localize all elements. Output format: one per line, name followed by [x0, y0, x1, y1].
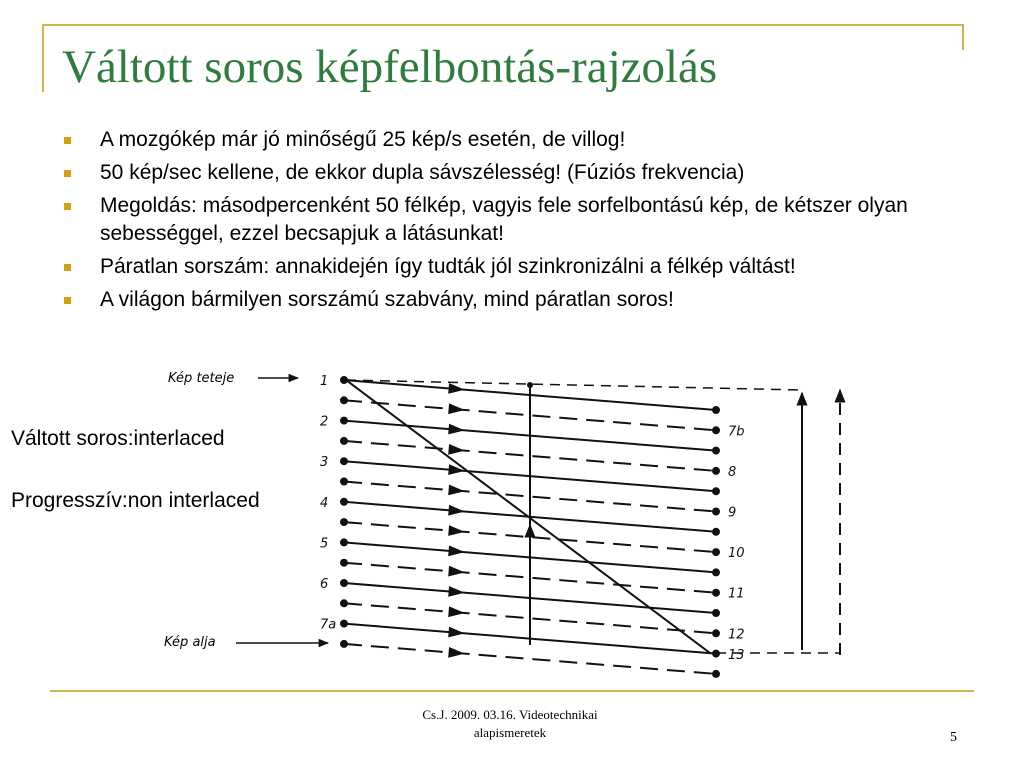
bullet-item: [62, 159, 972, 187]
title-frame-left: [42, 24, 44, 92]
right-line-number: 10: [728, 546, 745, 562]
bullet-item: [62, 253, 972, 281]
line-start-dot: [341, 397, 347, 403]
bullet-item: [62, 192, 972, 248]
scan-direction-arrow: [449, 567, 462, 576]
left-line-number: 5: [320, 536, 329, 552]
line-end-dot: [713, 509, 719, 515]
scan-direction-arrow: [449, 648, 462, 657]
retrace-top-dot: [527, 382, 533, 388]
line-end-dot: [713, 671, 719, 677]
scan-direction-arrow: [449, 466, 462, 475]
scan-direction-arrow: [449, 385, 462, 394]
line-end-dot: [713, 448, 719, 454]
footer-text: [380, 706, 640, 742]
line-start-dot: [341, 499, 347, 505]
slide-title: Váltott soros képfelbontás-rajzolás: [62, 41, 718, 93]
right-line-number: 11: [728, 586, 745, 602]
line-end-dot: [713, 549, 719, 555]
footer-divider: [50, 690, 974, 692]
line-start-dot: [341, 600, 347, 606]
footer-line-1: Cs.J. 2009. 03.16. Videotechnikai: [422, 707, 598, 722]
scan-direction-arrow: [449, 445, 462, 454]
line-start-dot: [341, 418, 347, 424]
line-end-dot: [713, 590, 719, 596]
scan-direction-arrow: [449, 486, 462, 495]
bullet-text: A mozgókép már jó minőségű 25 kép/s esetén, de villog!: [100, 128, 626, 151]
line-end-dot: [713, 427, 719, 433]
bullet-text: Megoldás: másodpercenként 50 félkép, vagyis fele sorfelbontású kép, de kétszer olyan sebességgel, ezzel becsapjuk a látásunkat!: [100, 194, 908, 245]
bullet-text: Páratlan sorszám: annakidején így tudták jól szinkronizálni a félkép váltást!: [100, 255, 796, 278]
bullet-text: 50 kép/sec kellene, de ekkor dupla sávszélesség! (Fúziós frekvencia): [100, 161, 745, 184]
right-line-number: 9: [728, 505, 737, 521]
interlaced-label: Váltott soros:interlaced: [11, 427, 225, 450]
square-bullet-icon: [64, 203, 71, 210]
line-start-dot: [341, 641, 347, 647]
diagonal-scan-line: [346, 380, 710, 653]
scan-direction-arrow: [449, 588, 462, 597]
scan-direction-arrow: [449, 628, 462, 637]
scan-direction-arrow: [449, 506, 462, 515]
left-line-number: 6: [320, 577, 329, 592]
line-start-dot: [341, 458, 347, 464]
left-line-number: 4: [320, 495, 329, 511]
right-line-number: 13: [728, 648, 745, 663]
right-line-number: 7b: [728, 424, 745, 440]
line-start-dot: [341, 621, 347, 627]
interlace-scan-diagram: [150, 355, 870, 685]
scan-direction-arrow: [449, 608, 462, 617]
page-number: 5: [950, 730, 957, 745]
square-bullet-icon: [64, 137, 71, 144]
line-start-dot: [341, 519, 347, 525]
line-end-dot: [713, 630, 719, 636]
left-line-number: 7a: [320, 617, 337, 633]
square-bullet-icon: [64, 297, 71, 304]
title-frame-top: [42, 24, 964, 26]
bullet-text: A világon bármilyen sorszámú szabvány, mind páratlan soros!: [100, 288, 674, 311]
right-line-number: 8: [728, 464, 737, 480]
line-end-dot: [713, 468, 719, 474]
left-line-number: 2: [320, 414, 329, 430]
scan-direction-arrow: [449, 425, 462, 434]
square-bullet-icon: [64, 170, 71, 177]
footer-line-2: alapismeretek: [473, 725, 547, 740]
line-end-dot: [713, 569, 719, 575]
line-start-dot: [341, 539, 347, 545]
line-end-dot: [713, 407, 719, 413]
line-end-dot: [713, 488, 719, 494]
bullet-item: [62, 126, 972, 154]
line-start-dot: [341, 438, 347, 444]
scan-direction-arrow: [449, 547, 462, 556]
square-bullet-icon: [64, 264, 71, 271]
line-start-dot: [341, 580, 347, 586]
bullet-list: [62, 126, 972, 319]
title-frame-right: [962, 24, 964, 50]
left-line-number: 3: [320, 455, 329, 471]
line-start-dot: [341, 479, 347, 485]
diagram-top-label: Kép teteje: [168, 371, 235, 386]
left-line-number: 1: [320, 374, 329, 389]
line-end-dot: [713, 610, 719, 616]
scan-direction-arrow: [449, 527, 462, 536]
progressive-label: Progresszív:non interlaced: [11, 489, 260, 512]
diagram-bottom-label: Kép alja: [164, 635, 216, 650]
bullet-item: [62, 286, 972, 314]
line-end-dot: [713, 529, 719, 535]
scan-direction-arrow: [449, 405, 462, 414]
line-start-dot: [341, 560, 347, 566]
right-line-number: 12: [728, 627, 745, 643]
